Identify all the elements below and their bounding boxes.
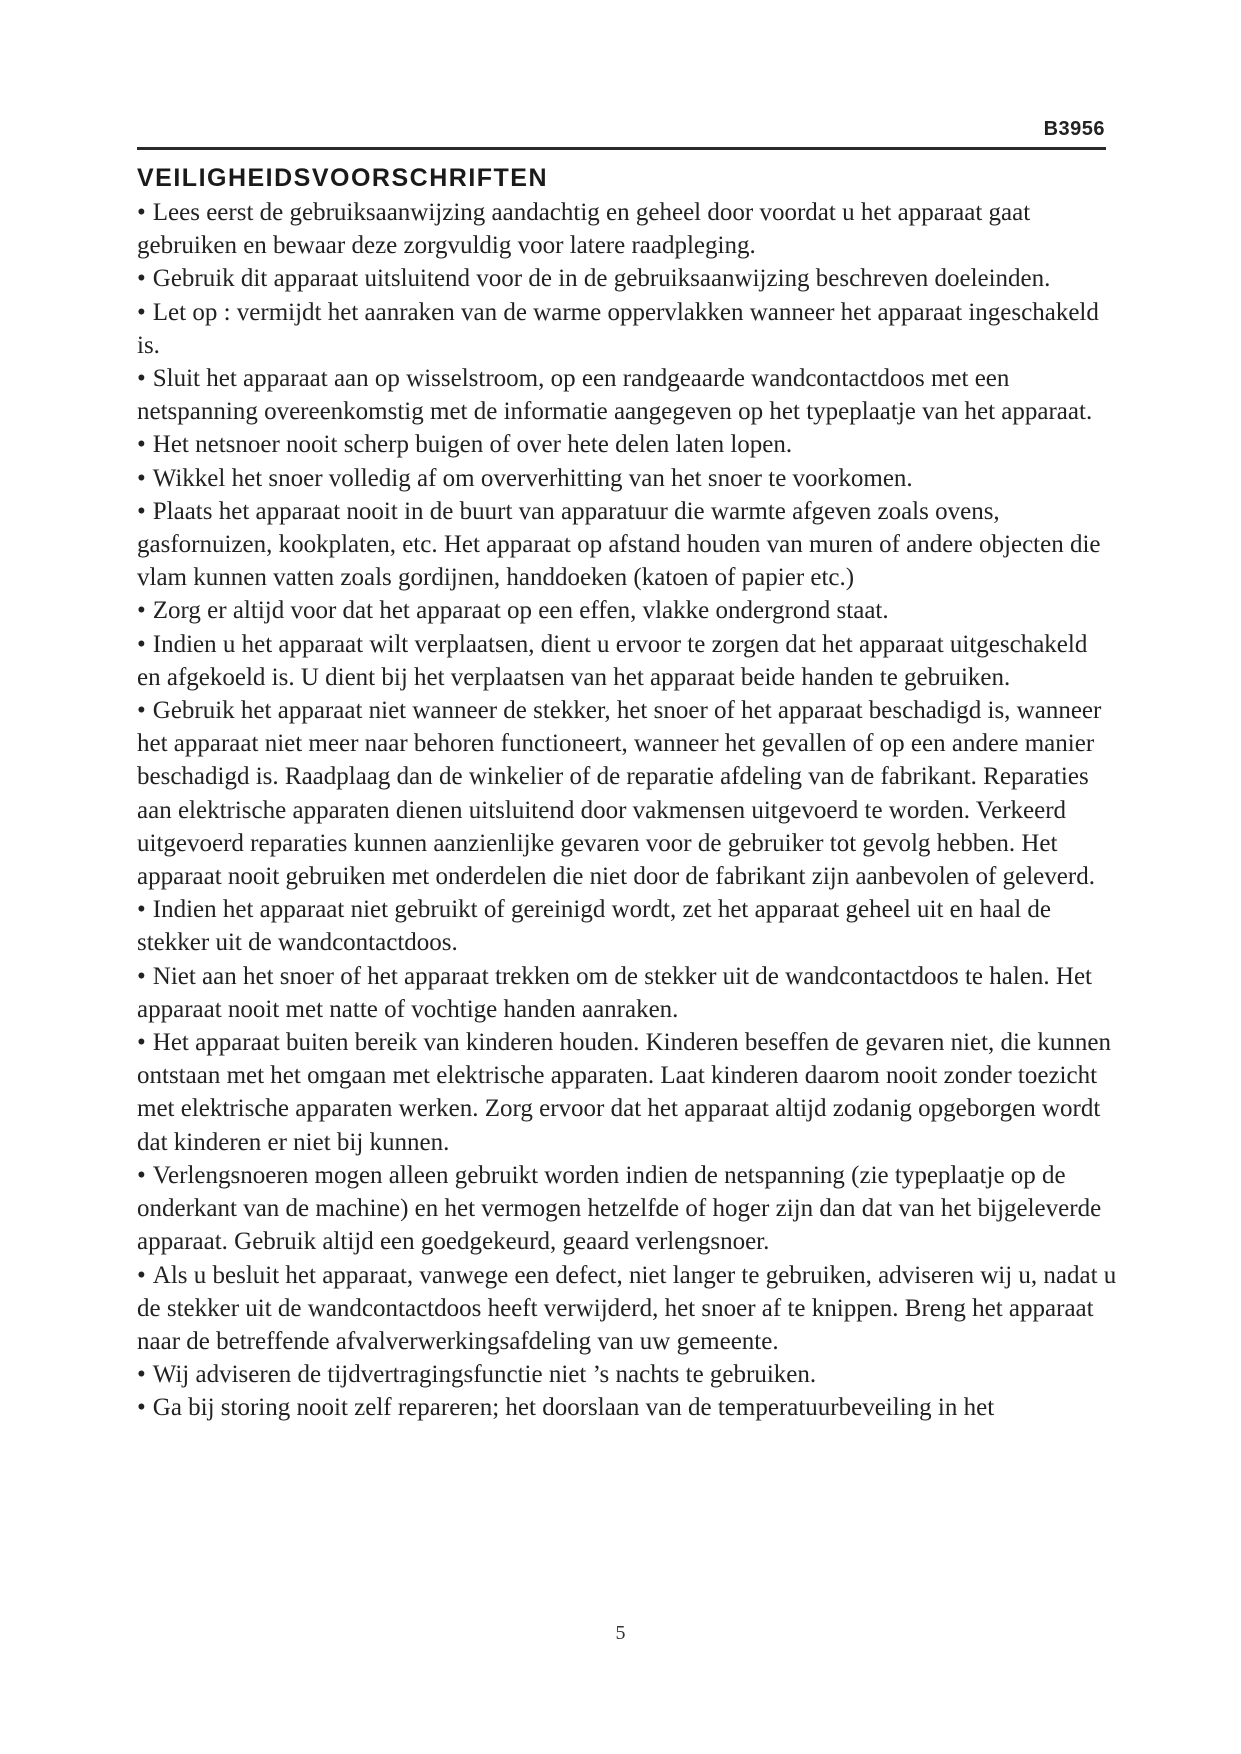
- bullet-icon: •: [137, 597, 146, 625]
- list-item: [137, 462, 1117, 495]
- list-item: [137, 1026, 1117, 1159]
- instruction-text: Lees eerst de gebruiksaanwijzing aandachtig en geheel door voordat u het apparaat gaat gebruiken en bewaar deze zorgvuldig voor latere raadpleging.: [137, 199, 1031, 260]
- bullet-icon: •: [137, 1161, 146, 1189]
- list-item: [137, 296, 1117, 362]
- bullet-icon: •: [137, 298, 146, 326]
- model-code: B3956: [1043, 118, 1105, 140]
- list-item: [137, 960, 1117, 1026]
- instruction-text: Als u besluit het apparaat, vanwege een defect, niet langer te gebruiken, adviseren wij u, nadat u de stekker uit de wandcontactdoos heeft verwijderd, het snoer af te knippen. Breng het apparaat naar de betreffende afvalverwerkingsafdeling van uw gemeente.: [137, 1261, 1117, 1355]
- instruction-text: Het apparaat buiten bereik van kinderen houden. Kinderen beseffen de gevaren niet, die kunnen ontstaan met het omgaan met elektrische apparaten. Laat kinderen daarom nooit zonder toezicht met elektrische apparaten werken. Zorg ervoor dat het apparaat altijd zodanig opgeborgen wordt dat kinderen er niet bij kunnen.: [137, 1029, 1111, 1156]
- bullet-icon: •: [137, 431, 146, 459]
- safety-instructions-list: [137, 196, 1117, 1425]
- list-item: [137, 428, 1117, 461]
- section-title: VEILIGHEIDSVOORSCHRIFTEN: [137, 164, 549, 192]
- bullet-icon: •: [137, 1394, 146, 1422]
- bullet-icon: •: [137, 497, 146, 525]
- page-number: 5: [615, 1622, 626, 1644]
- list-item: [137, 594, 1117, 627]
- bullet-icon: •: [137, 896, 146, 924]
- list-item: [137, 1259, 1117, 1359]
- instruction-text: Sluit het apparaat aan op wisselstroom, op een randgeaarde wandcontactdoos met een netspanning overeenkomstig met de informatie aangegeven op het typeplaatje van het apparaat.: [137, 365, 1093, 426]
- bullet-icon: •: [137, 1029, 146, 1057]
- bullet-icon: •: [137, 199, 146, 226]
- bullet-icon: •: [137, 962, 146, 990]
- bullet-icon: •: [137, 697, 146, 725]
- instruction-text: Gebruik het apparaat niet wanneer de stekker, het snoer of het apparaat beschadigd is, wanneer het apparaat niet meer naar behoren functioneert, wanneer het gevallen of op een andere manier beschadigd is. Raadplaag dan de winkelier of de reparatie afdeling van de fabrikant. Reparaties aan elektrische apparaten dienen uitsluitend door vakmensen uitgevoerd te worden. Verkeerd uitgevoerd reparaties kunnen aanzienlijke gevaren voor de gebruiker tot gevolg hebben. Het apparaat nooit gebruiken met onderdelen die niet door de fabrikant zijn aanbevolen of geleverd.: [137, 697, 1102, 891]
- list-item: [137, 1159, 1117, 1259]
- instruction-text: Het netsnoer nooit scherp buigen of over hete delen laten lopen.: [152, 431, 793, 459]
- list-item: [137, 1391, 1117, 1424]
- list-item: [137, 362, 1117, 428]
- instruction-text: Indien u het apparaat wilt verplaatsen, dient u ervoor te zorgen dat het apparaat uitgeschakeld en afgekoeld is. U dient bij het verplaatsen van het apparaat beide handen te gebruiken.: [137, 630, 1088, 691]
- instruction-text: Wij adviseren de tijdvertragingsfunctie niet ’s nachts te gebruiken.: [152, 1361, 817, 1389]
- instruction-text: Zorg er altijd voor dat het apparaat op een effen, vlakke ondergrond staat.: [152, 597, 889, 625]
- instruction-text: Wikkel het snoer volledig af om oververhitting van het snoer te voorkomen.: [152, 464, 913, 492]
- instruction-text: Verlengsnoeren mogen alleen gebruikt worden indien de netspanning (zie typeplaatje op de onderkant van de machine) en het vermogen hetzelfde of hoger zijn dan dat van het bijgeleverde apparaat. Gebruik altijd een goedgekeurd, geaard verlengsnoer.: [137, 1161, 1102, 1256]
- list-item: [137, 694, 1117, 893]
- bullet-icon: •: [137, 630, 146, 658]
- list-item: [137, 1358, 1117, 1391]
- instruction-text: Let op : vermijdt het aanraken van de warme oppervlakken wanneer het apparaat ingeschakeld is.: [137, 298, 1099, 359]
- list-item: [137, 262, 1117, 295]
- instruction-text: Indien het apparaat niet gebruikt of gereinigd wordt, zet het apparaat geheel uit en haal de stekker uit de wandcontactdoos.: [137, 896, 1051, 957]
- instruction-text: Ga bij storing nooit zelf repareren; het doorslaan van de temperatuurbeveiling in het: [152, 1394, 995, 1422]
- instruction-text: Niet aan het snoer of het apparaat trekken om de stekker uit de wandcontactdoos te halen. Het apparaat nooit met natte of vochtige handen aanraken.: [137, 962, 1092, 1023]
- header-divider: [137, 147, 1106, 150]
- list-item: [137, 893, 1117, 959]
- list-item: [137, 196, 1117, 262]
- bullet-icon: •: [137, 265, 146, 293]
- instruction-text: Plaats het apparaat nooit in de buurt van apparatuur die warmte afgeven zoals ovens, gasfornuizen, kookplaten, etc. Het apparaat op afstand houden van muren of andere objecten die vlam kunnen vatten zoals gordijnen, handdoeken (katoen of papier etc.): [137, 497, 1101, 592]
- instruction-text: Gebruik dit apparaat uitsluitend voor de in de gebruiksaanwijzing beschreven doeleinden.: [152, 265, 1051, 293]
- list-item: [137, 628, 1117, 694]
- bullet-icon: •: [137, 1261, 146, 1289]
- bullet-icon: •: [137, 365, 146, 393]
- list-item: [137, 495, 1117, 595]
- bullet-icon: •: [137, 1361, 146, 1389]
- bullet-icon: •: [137, 464, 146, 492]
